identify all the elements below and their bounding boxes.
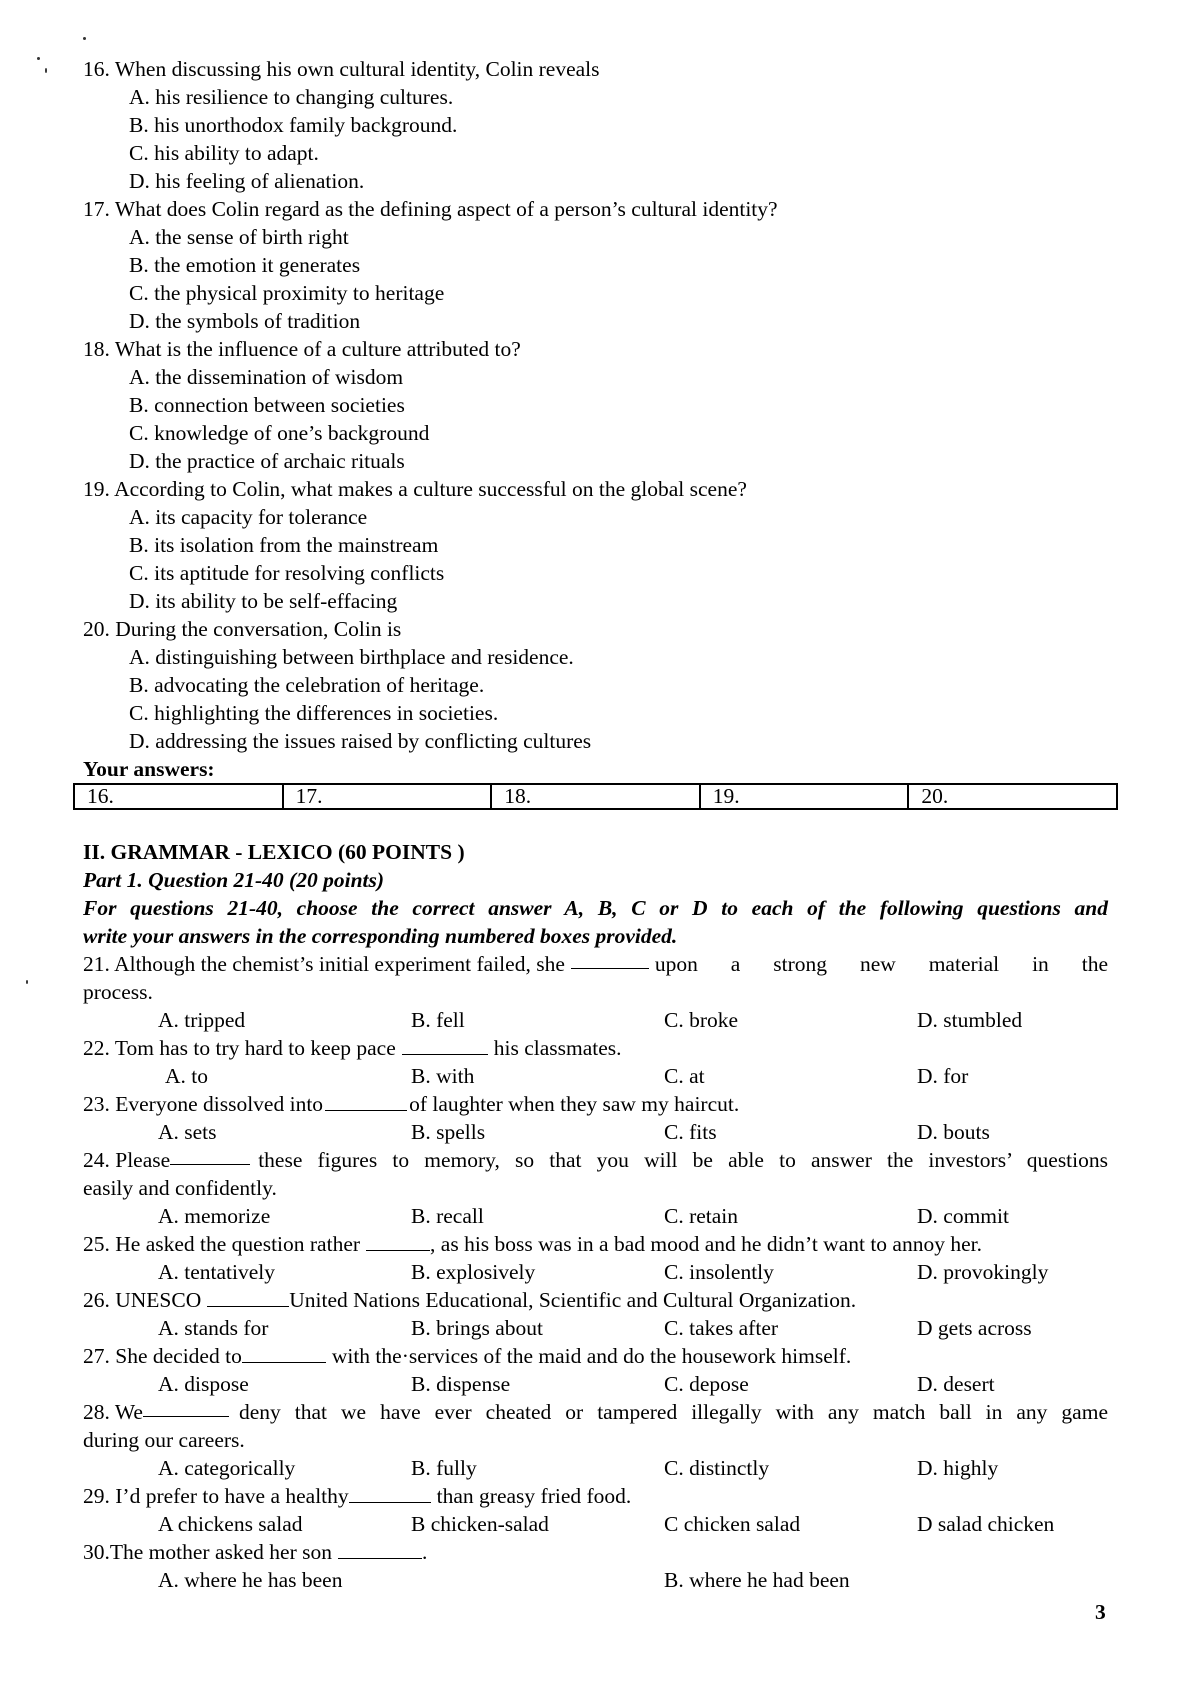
question-23-option-c: C. fits xyxy=(664,1120,717,1144)
question-22-stem xyxy=(83,1034,622,1062)
question-24-stem xyxy=(83,1146,1108,1174)
question-21-option-c: C. broke xyxy=(664,1008,739,1032)
question-28-option-a: A. categorically xyxy=(158,1456,296,1480)
question-26-option-a: A. stands for xyxy=(158,1316,269,1340)
question-25-blank xyxy=(366,1232,430,1251)
question-28-blank xyxy=(143,1398,229,1417)
question-23-option-a: A. sets xyxy=(158,1120,217,1144)
question-22-stem-b: his classmates. xyxy=(493,1036,622,1060)
answer-cell-18[interactable]: 18. xyxy=(492,785,701,808)
scan-speck xyxy=(37,57,40,60)
question-26-option-b: B. brings about xyxy=(411,1316,543,1340)
question-27-option-b: B. dispense xyxy=(411,1372,511,1396)
question-22-option-a: A. to xyxy=(165,1064,208,1088)
part-title: Part 1. Question 21-40 (20 points) xyxy=(83,868,385,892)
answer-cell-20[interactable]: 20. xyxy=(921,784,949,808)
question-29-option-c: C chicken salad xyxy=(664,1512,801,1536)
scan-speck xyxy=(26,980,28,984)
instructions-line-1: For questions 21-40, choose the correct answer A, B, C or D to each of the following questions and xyxy=(83,896,1108,920)
answer-cell-19[interactable]: 19. xyxy=(701,785,910,808)
question-18-stem: 18. What is the influence of a culture attributed to? xyxy=(83,337,521,361)
question-25-option-b: B. explosively xyxy=(411,1260,536,1284)
question-29-option-a: A chickens salad xyxy=(158,1512,303,1536)
question-19-stem: 19. According to Colin, what makes a culture successful on the global scene? xyxy=(83,477,747,501)
question-22-option-d: D. for xyxy=(917,1064,969,1088)
question-20-option-a: A. distinguishing between birthplace and residence. xyxy=(129,645,574,669)
question-17-stem: 17. What does Colin regard as the defining aspect of a person’s cultural identity? xyxy=(83,197,778,221)
question-20-stem: 20. During the conversation, Colin is xyxy=(83,617,402,641)
question-29-option-b: B chicken-salad xyxy=(411,1512,549,1536)
question-23-blank xyxy=(325,1092,407,1111)
question-17-option-d: D. the symbols of tradition xyxy=(129,309,361,333)
question-24-option-b: B. recall xyxy=(411,1204,484,1228)
answer-box-table xyxy=(73,783,1118,810)
question-29-stem xyxy=(83,1482,631,1510)
question-28-cont: during our careers. xyxy=(83,1428,245,1452)
question-27-stem-a: 27. She decided to xyxy=(83,1344,242,1368)
question-16-option-d: D. his feeling of alienation. xyxy=(129,169,365,193)
question-24-stem-a: 24. Please xyxy=(83,1148,171,1172)
question-27-stem-b: with the·services of the maid and do the housework himself. xyxy=(331,1344,852,1368)
question-28-option-b: B. fully xyxy=(411,1456,477,1480)
question-21-blank xyxy=(571,950,649,969)
question-29-stem-b: than greasy fried food. xyxy=(436,1484,632,1508)
question-18-option-c: C. knowledge of one’s background xyxy=(129,421,430,445)
page-number: 3 xyxy=(1095,1600,1106,1624)
question-19-option-c: C. its aptitude for resolving conflicts xyxy=(129,561,445,585)
question-17-option-a: A. the sense of birth right xyxy=(129,225,349,249)
question-30-option-a: A. where he has been xyxy=(158,1568,343,1592)
question-25-stem-b: , as his boss was in a bad mood and he didn’t want to annoy her. xyxy=(430,1232,982,1256)
question-17-option-c: C. the physical proximity to heritage xyxy=(129,281,445,305)
question-17-option-b: B. the emotion it generates xyxy=(129,253,361,277)
question-29-stem-a: 29. I’d prefer to have a healthy xyxy=(83,1484,349,1508)
question-24-option-c: C. retain xyxy=(664,1204,739,1228)
scan-speck xyxy=(45,68,47,73)
question-16-stem: 16. When discussing his own cultural identity, Colin reveals xyxy=(83,57,600,81)
question-25-stem-a: 25. He asked the question rather xyxy=(83,1232,361,1256)
answers-label: Your answers: xyxy=(83,757,215,781)
question-24-cont: easily and confidently. xyxy=(83,1176,277,1200)
question-27-option-a: A. dispose xyxy=(158,1372,249,1396)
question-18-option-a: A. the dissemination of wisdom xyxy=(129,365,404,389)
scan-speck xyxy=(83,37,86,40)
question-19-option-a: A. its capacity for tolerance xyxy=(129,505,368,529)
question-21-option-d: D. stumbled xyxy=(917,1008,1023,1032)
question-21-option-a: A. tripped xyxy=(158,1008,246,1032)
question-26-option-c: C. takes after xyxy=(664,1316,779,1340)
question-24-option-a: A. memorize xyxy=(158,1204,271,1228)
question-26-stem xyxy=(83,1286,856,1314)
question-24-option-d: D. commit xyxy=(917,1204,1009,1228)
question-16-option-b: B. his unorthodox family background. xyxy=(129,113,458,137)
question-21-stem-a: 21. Although the chemist’s initial experiment failed, she xyxy=(83,952,565,976)
question-21-stem-b: upon a strong new material in the xyxy=(654,952,1108,976)
question-30-stem-a: 30.The mother asked her son xyxy=(83,1540,332,1564)
section-title: II. GRAMMAR - LEXICO (60 POINTS ) xyxy=(83,840,465,864)
question-18-option-d: D. the practice of archaic rituals xyxy=(129,449,405,473)
question-30-stem-b: . xyxy=(421,1540,428,1564)
question-19-option-b: B. its isolation from the mainstream xyxy=(129,533,439,557)
question-28-stem xyxy=(83,1398,1108,1426)
question-30-blank xyxy=(338,1540,422,1559)
question-28-option-d: D. highly xyxy=(917,1456,999,1480)
question-20-option-b: B. advocating the celebration of heritage. xyxy=(129,673,485,697)
question-22-blank xyxy=(402,1036,488,1055)
question-23-option-b: B. spells xyxy=(411,1120,486,1144)
question-16-option-c: C. his ability to adapt. xyxy=(129,141,319,165)
question-23-stem-b: of laughter when they saw my haircut. xyxy=(409,1092,740,1116)
instructions-line-2: write your answers in the corresponding numbered boxes provided. xyxy=(83,924,678,948)
question-19-option-d: D. its ability to be self-effacing xyxy=(129,589,398,613)
question-28-stem-a: 28. We xyxy=(83,1400,143,1424)
question-29-option-d: D salad chicken xyxy=(917,1512,1055,1536)
question-24-stem-b: these figures to memory, so that you will be able to answer the investors’ questions xyxy=(258,1148,1108,1172)
question-26-option-d: D gets across xyxy=(917,1316,1032,1340)
question-20-option-d: D. addressing the issues raised by conflicting cultures xyxy=(129,729,592,753)
question-28-option-c: C. distinctly xyxy=(664,1456,770,1480)
question-30-option-b: B. where he had been xyxy=(664,1568,850,1592)
question-26-stem-a: 26. UNESCO xyxy=(83,1288,202,1312)
question-25-option-d: D. provokingly xyxy=(917,1260,1049,1284)
question-20-option-c: C. highlighting the differences in societies. xyxy=(129,701,499,725)
question-25-option-c: C. insolently xyxy=(664,1260,774,1284)
question-27-blank xyxy=(242,1344,326,1363)
question-23-option-d: D. bouts xyxy=(917,1120,990,1144)
question-26-stem-b: United Nations Educational, Scientific and Cultural Organization. xyxy=(289,1288,857,1312)
question-27-option-c: C. depose xyxy=(664,1372,749,1396)
question-25-stem xyxy=(83,1230,982,1258)
question-21-option-b: B. fell xyxy=(411,1008,465,1032)
question-26-blank xyxy=(207,1288,289,1307)
question-27-option-d: D. desert xyxy=(917,1372,995,1396)
question-18-option-b: B. connection between societies xyxy=(129,393,405,417)
answer-cell-16[interactable]: 16. xyxy=(75,785,284,808)
question-30-stem xyxy=(83,1538,427,1566)
question-22-option-b: B. with xyxy=(411,1064,475,1088)
question-22-option-c: C. at xyxy=(664,1064,705,1088)
question-21-stem xyxy=(83,950,1108,978)
question-25-option-a: A. tentatively xyxy=(158,1260,276,1284)
question-29-blank xyxy=(349,1484,431,1503)
question-16-option-a: A. his resilience to changing cultures. xyxy=(129,85,454,109)
question-27-stem xyxy=(83,1342,851,1370)
question-24-blank xyxy=(170,1146,250,1165)
question-23-stem xyxy=(83,1090,739,1118)
question-23-stem-a: 23. Everyone dissolved into xyxy=(83,1092,324,1116)
question-22-stem-a: 22. Tom has to try hard to keep pace xyxy=(83,1036,396,1060)
answer-cell-17[interactable]: 17. xyxy=(284,785,493,808)
question-28-stem-b: deny that we have ever cheated or tampered illegally with any match ball in any game xyxy=(238,1400,1108,1424)
question-21-cont: process. xyxy=(83,980,153,1004)
